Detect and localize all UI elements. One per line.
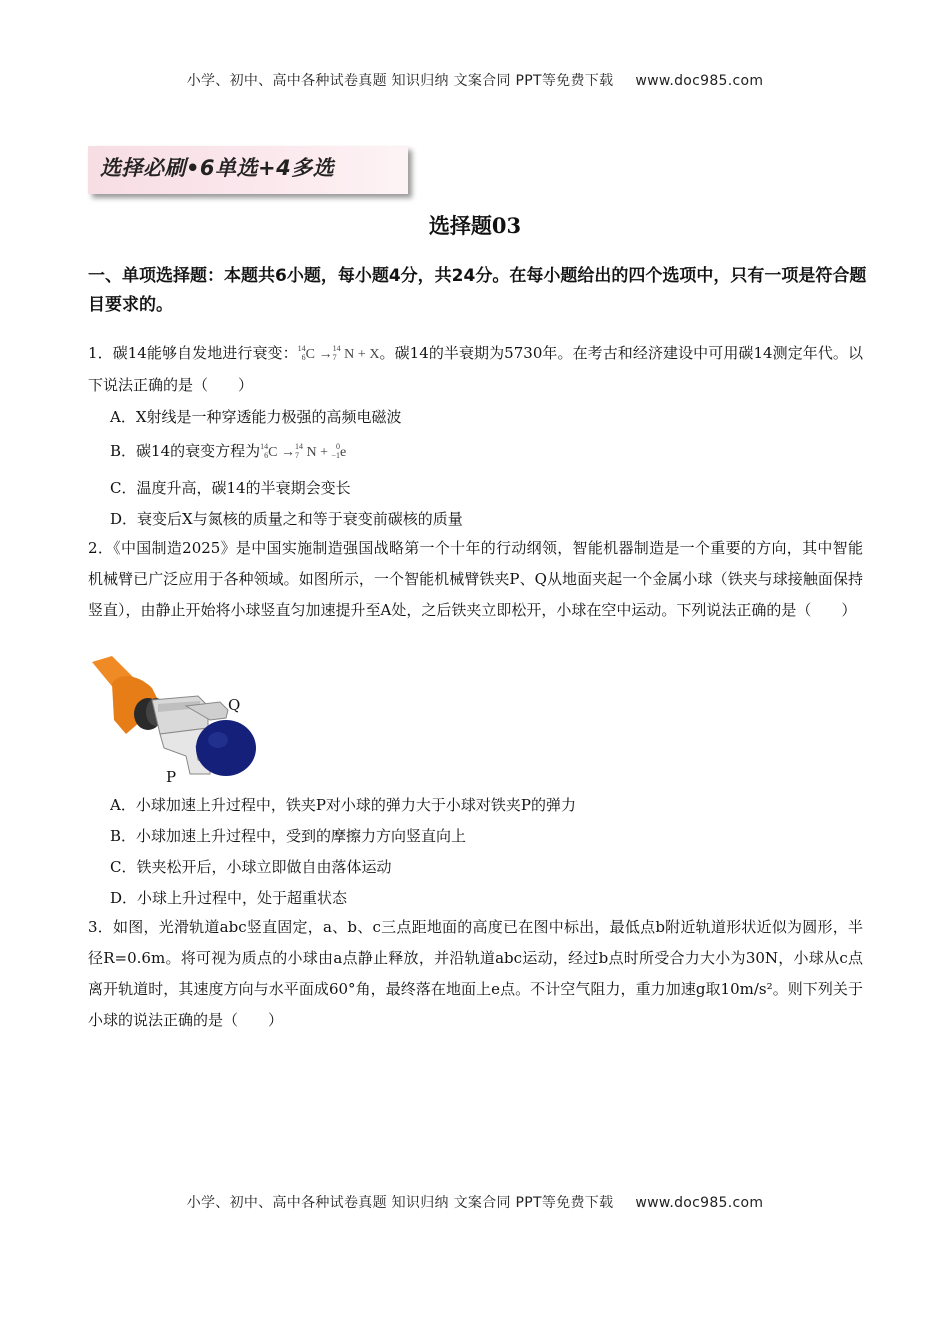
banner-label: 选择必刷•6单选+4多选 <box>100 156 335 180</box>
footer-text: 小学、初中、高中各种试卷真题 知识归纳 文案合同 PPT等免费下载 <box>186 1195 614 1211</box>
q1-option-b[interactable] <box>110 440 346 464</box>
c-mass-number: 14 <box>297 344 306 353</box>
label-q: Q <box>228 696 241 714</box>
c-mass-number: 14 <box>260 442 269 451</box>
q2-option-a[interactable]: A．小球加速上升过程中，铁夹P对小球的弹力大于小球对铁夹P的弹力 <box>110 796 577 814</box>
label-p: P <box>166 768 177 786</box>
q1-option-a[interactable]: A．X射线是一种穿透能力极强的高频电磁波 <box>110 408 402 426</box>
robot-arm-illustration <box>90 656 265 786</box>
c-atomic-number: 6 <box>264 451 269 460</box>
header-text: 小学、初中、高中各种试卷真题 知识归纳 文案合同 PPT等免费下载 <box>186 73 614 89</box>
page-footer <box>0 1192 950 1212</box>
footer-url[interactable]: www.doc985.com <box>635 1195 764 1211</box>
q1-equation <box>297 344 380 362</box>
optb-eq-carbon: C → <box>268 445 295 460</box>
n-mass-number: 14 <box>332 344 341 353</box>
c-atomic-number: 6 <box>301 353 306 362</box>
page-title: 选择题03 <box>428 213 522 238</box>
section-heading: 一、单项选择题：本题共6小题，每小题4分，共24分。在每小题给出的四个选项中，只有一项是符合题目要求的。 <box>88 266 867 315</box>
optb-eq-nitrogen: N + <box>306 445 328 460</box>
n-atomic-number: 7 <box>294 451 299 460</box>
section-banner <box>88 146 408 194</box>
q1-stem-start: 1．碳14能够自发地进行衰变： <box>88 344 298 362</box>
q1-option-d[interactable]: D．衰变后X与氮核的质量之和等于衰变前碳核的质量 <box>110 510 463 528</box>
n-atomic-number: 7 <box>332 353 337 362</box>
e-charge-number: −1 <box>331 451 340 460</box>
question-1-stem <box>88 338 863 401</box>
optb-eq-electron: e <box>340 445 347 460</box>
q1-eq-products: N + X <box>344 347 380 362</box>
metal-ball <box>196 720 256 776</box>
q1-option-b-text: B．碳14的衰变方程为 <box>110 442 261 460</box>
e-mass-number: 0 <box>336 442 340 451</box>
page-header <box>0 70 950 90</box>
question-3-stem: 3．如图，光滑轨道abc竖直固定，a、b、c三点距地面的高度已在图中标出，最低点b附近轨道形状近似为圆形，半径R=0.6m。将可视为质点的小球由a点静止释放，并沿轨道abc运动，经过b点时所受合力大小为30N，小球从c点离开轨道时，其速度方向与水平面成60°角，最终落在地面上e点。不计空气阻力，重力加速g取10m/s²。则下列关于小球的说法正确的是（ ） <box>88 918 863 1029</box>
q1-option-b-equation <box>260 442 347 460</box>
header-url[interactable]: www.doc985.com <box>635 73 764 89</box>
q1-option-c[interactable]: C．温度升高，碳14的半衰期会变长 <box>110 479 351 497</box>
ball-highlight <box>208 732 228 748</box>
q2-option-b[interactable]: B．小球加速上升过程中，受到的摩擦力方向竖直向上 <box>110 827 467 845</box>
n-mass-number: 14 <box>294 442 303 451</box>
q1-stem-end: 。碳14的半衰期为5730年。在考古和经济建设中可用碳14测定年代。以下说法正确的是（ ） <box>88 344 863 394</box>
q2-option-c[interactable]: C．铁夹松开后，小球立即做自由落体运动 <box>110 858 392 876</box>
robot-arm-figure <box>90 656 265 786</box>
q2-option-d[interactable]: D．小球上升过程中，处于超重状态 <box>110 889 348 907</box>
q1-eq-carbon: C → <box>305 347 333 362</box>
question-2-stem: 2．《中国制造2025》是中国实施制造强国战略第一个十年的行动纲领，智能机器制造是一个重要的方向，其中智能机械臂已广泛应用于各种领域。如图所示，一个智能机械臂铁夹P、Q从地面夹起一个金属小球（铁夹与球接触面保持竖直），由静止开始将小球竖直匀加速提升至A处，之后铁夹立即松开，小球在空中运动。下列说法正确的是（ ） <box>88 539 863 619</box>
